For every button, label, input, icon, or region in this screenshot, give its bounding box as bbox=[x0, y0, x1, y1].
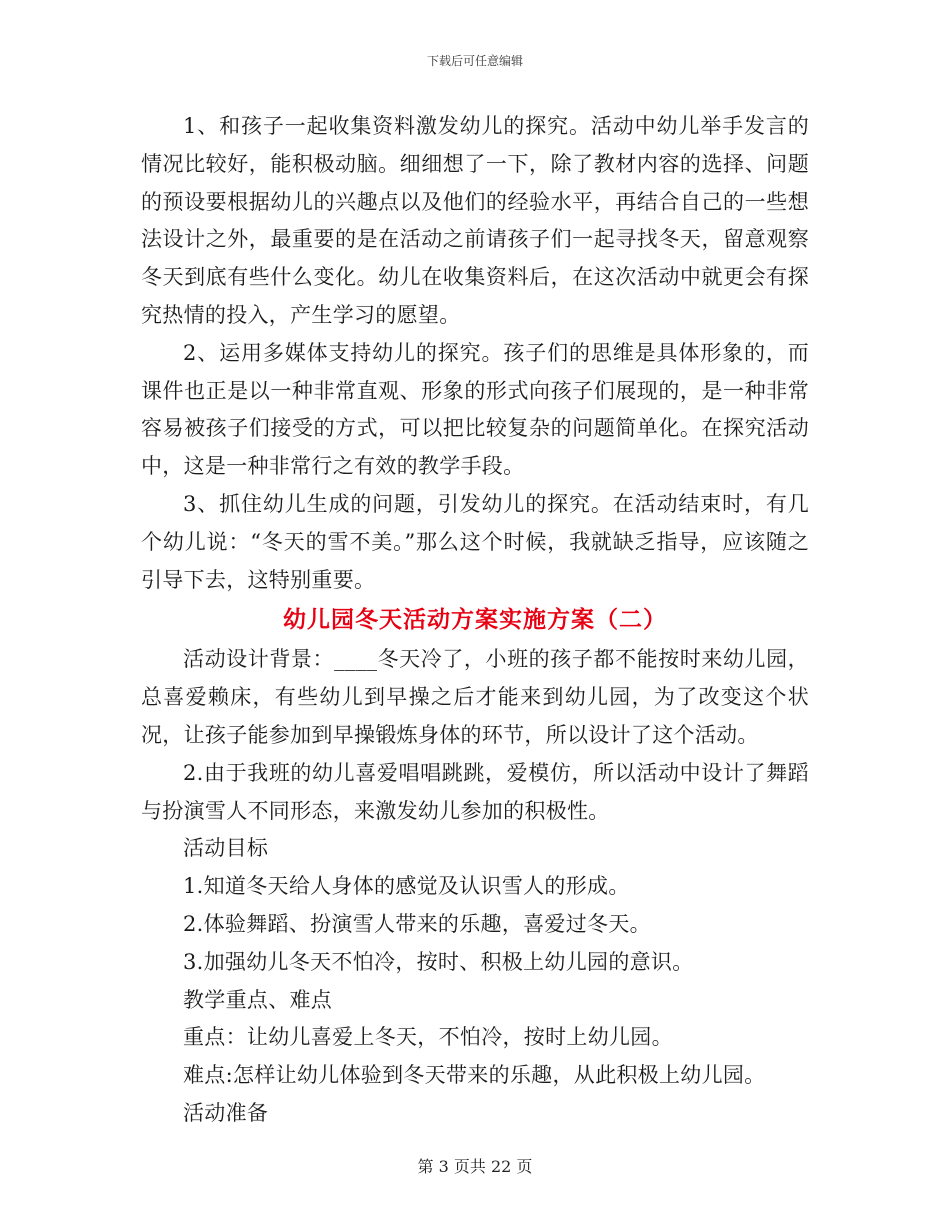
paragraph-2: 2、运用多媒体支持幼儿的探究。孩子们的思维是具体形象的，而课件也正是以一种非常直观、形象的形式向孩子们展现的，是一种非常容易被孩子们接受的方式，可以把比较复杂的问题简单化。在探究活动中，这是一种非常行之有效的教学手段。 bbox=[141, 340, 809, 479]
document-body bbox=[141, 108, 809, 1133]
paragraph-1: 1、和孩子一起收集资料激发幼儿的探究。活动中幼儿举手发言的情况比较好，能积极动脑。细细想了一下，除了教材内容的选择、问题的预设要根据幼儿的兴趣点以及他们的经验水平，再结合自己的一些想法设计之外，最重要的是在活动之前请孩子们一起寻找冬天，留意观察冬天到底有些什么变化。幼儿在收集资料后，在这次活动中就更会有探究热情的投入，产生学习的愿望。 bbox=[141, 114, 809, 327]
page-header: 下载后可任意编辑 bbox=[426, 54, 523, 68]
paragraph-background: 活动设计背景：____冬天冷了，小班的孩子都不能按时来幼儿园，总喜爱赖床，有些幼儿到早操之后才能来到幼儿园，为了改变这个状况，让孩子能参加到早操锻炼身体的环节，所以设计了这个活动。 bbox=[141, 647, 809, 747]
difficult-point: 难点:怎样让幼儿体验到冬天带来的乐趣，从此积极上幼儿园。 bbox=[183, 1063, 766, 1088]
section-title: 幼儿园冬天活动方案实施方案（二） bbox=[283, 606, 667, 634]
heading-key-points: 教学重点、难点 bbox=[183, 987, 333, 1012]
page-footer: 第 3 页共 22 页 bbox=[417, 1157, 533, 1176]
heading-preparation: 活动准备 bbox=[183, 1100, 269, 1125]
goal-item-1: 1.知道冬天给人身体的感觉及认识雪人的形成。 bbox=[183, 874, 630, 899]
heading-activity-goals: 活动目标 bbox=[183, 836, 269, 861]
paragraph-item-2: 2.由于我班的幼儿喜爱唱唱跳跳，爱模仿，所以活动中设计了舞蹈与扮演雪人不同形态，来激发幼儿参加的积极性。 bbox=[141, 760, 809, 823]
goal-item-2: 2.体验舞蹈、扮演雪人带来的乐趣，喜爱过冬天。 bbox=[183, 911, 651, 936]
goal-item-3: 3.加强幼儿冬天不怕冷，按时、积极上幼儿园的意识。 bbox=[183, 949, 694, 974]
paragraph-3: 3、抓住幼儿生成的问题，引发幼儿的探究。在活动结束时，有几个幼儿说：“冬天的雪不美。”那么这个时候，我就缺乏指导，应该随之引导下去，这特别重要。 bbox=[141, 491, 809, 592]
key-point: 重点：让幼儿喜爱上冬天，不怕冷，按时上幼儿园。 bbox=[183, 1025, 673, 1050]
